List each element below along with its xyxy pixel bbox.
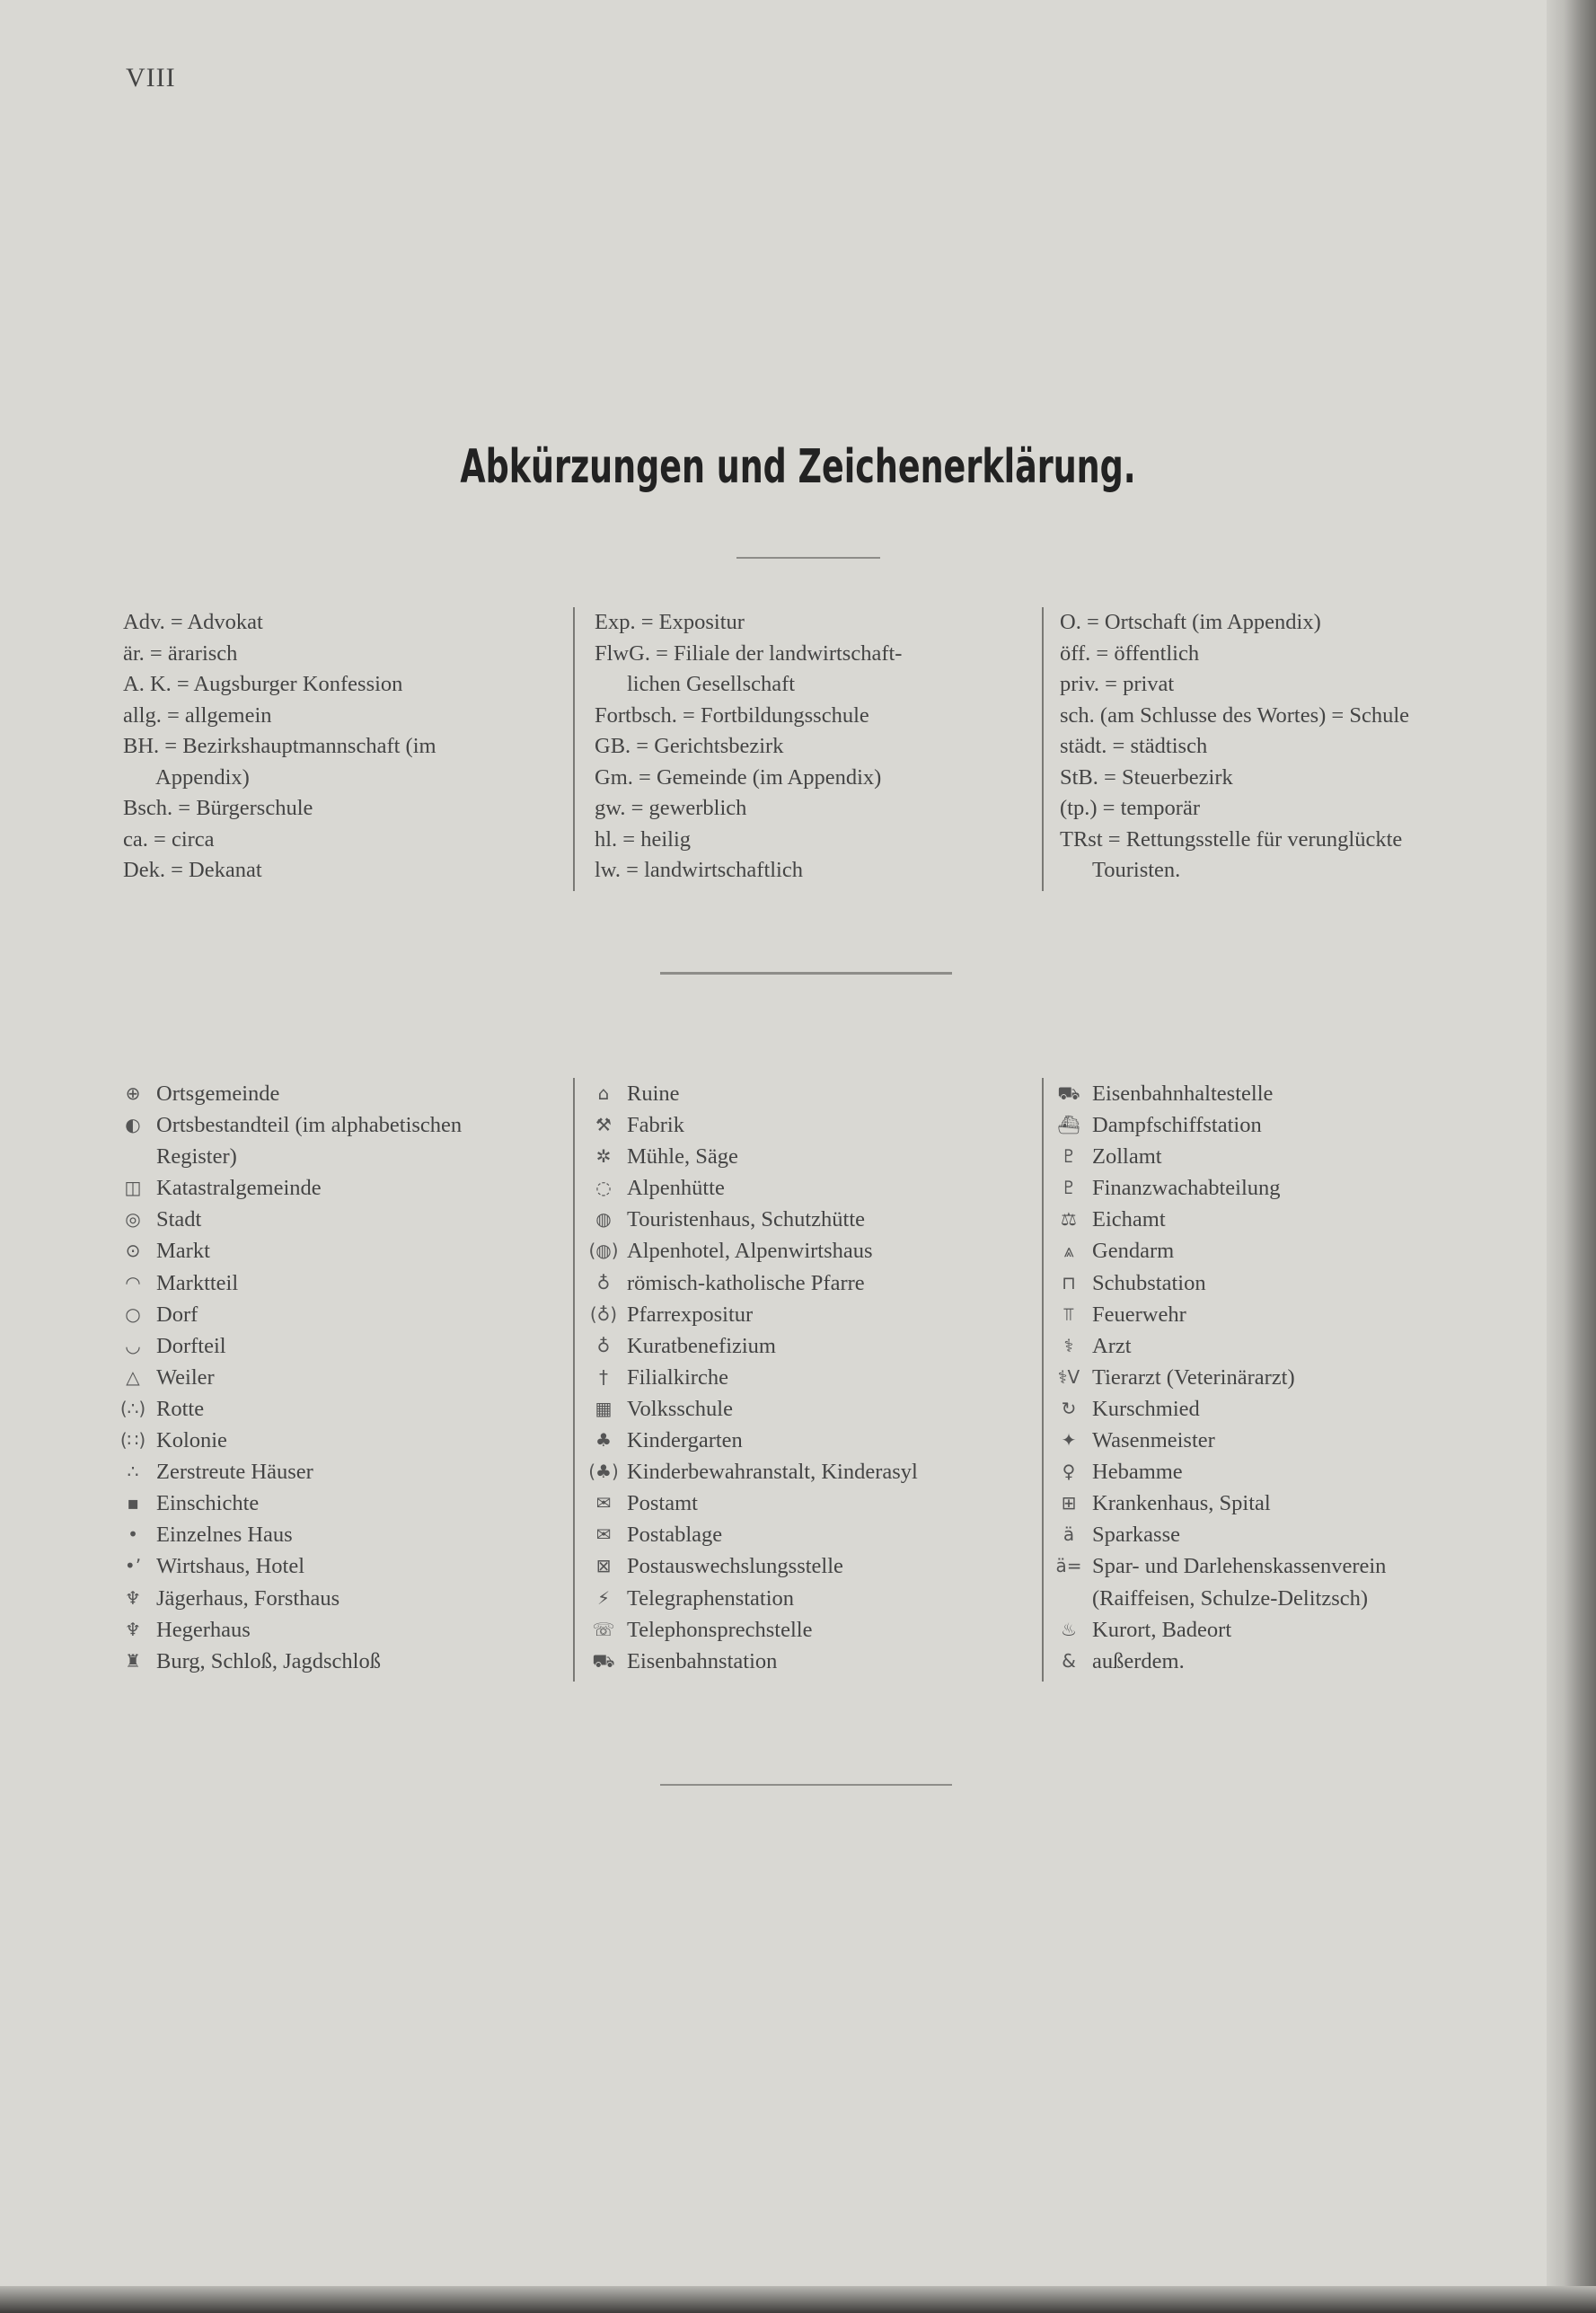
legend-label: Touristenhaus, Schutzhütte [627,1207,866,1232]
legend-label: Eichamt [1092,1207,1166,1232]
abbreviation-entry-continuation: lichen Gesellschaft [627,672,796,696]
legend-entry [586,1109,1035,1141]
legend-label: Einschichte [156,1491,260,1516]
ausserdem-icon: & [1062,1649,1076,1672]
page-edge-shadow [1547,0,1596,2313]
legend-label: Tierarzt (Veterinärarzt) [1092,1364,1295,1390]
legend-label: Mühle, Säge [627,1144,738,1170]
abbreviation-entry: ca. = circa [123,826,215,852]
legend-entry [1051,1330,1518,1362]
kindergarten-icon: ♣ [595,1429,612,1452]
legend-label: Zerstreute Häuser [156,1460,313,1485]
legend-label: Katastralgemeinde [156,1176,322,1201]
fabrik-icon: ⚒ [595,1114,612,1136]
abbreviation-entry: Gm. = Gemeinde (im Appendix) [595,764,882,790]
abbreviation-entry: öff. = öffentlich [1060,640,1200,666]
arzt-icon: ⚕ [1063,1334,1074,1356]
abbreviation-entry: TRst = Rettungsstelle für verunglückte [1060,826,1403,852]
legend-label: Alpenhotel, Alpenwirtshaus [627,1239,873,1264]
hegerhaus-icon: ♆ [125,1618,141,1640]
legend-label: Kinderbewahranstalt, Kinderasyl [627,1460,918,1485]
legend-entry [115,1456,564,1488]
dampfschiffstation-icon: ⛴ [1057,1114,1080,1136]
legend-label: Burg, Schloß, Jagdschloß [156,1648,381,1673]
dorf-icon: ○ [125,1302,141,1325]
legend-entry [115,1362,564,1393]
schubstation-icon: ⊓ [1062,1271,1076,1293]
legend-label: Stadt [156,1207,202,1232]
legend-entry [115,1172,564,1204]
legend-entry [586,1172,1035,1204]
legend-entry [1051,1456,1518,1488]
alpenhotel-icon: (◍) [588,1240,619,1262]
page-bottom-shadow [0,2286,1596,2313]
legend-entry [115,1299,564,1330]
legend-entry [1051,1519,1518,1550]
einzelnes-haus-icon: • [128,1523,138,1546]
legend-entry [1051,1550,1518,1582]
abbreviation-entry: Dek. = Dekanat [123,858,262,882]
legend-entry [586,1456,1035,1488]
legend-entry [115,1078,564,1109]
legend-entry [1051,1614,1518,1646]
finanzwachabteilung-icon: ♇ [1061,1177,1077,1199]
legend-label: Hegerhaus [156,1617,251,1642]
abbreviation-entry: (tp.) = temporär [1060,796,1200,820]
alpenhuette-icon: ◌ [595,1177,612,1199]
eichamt-icon: ⚖ [1061,1208,1077,1231]
legend-label: Kolonie [156,1428,227,1453]
abbreviation-entry: städt. = städtisch [1060,734,1208,758]
legend-label: Ruine [627,1081,680,1106]
legend-label: Kindergarten [627,1428,743,1453]
legend-label: Feuerwehr [1092,1302,1186,1327]
section-divider [660,972,952,975]
legend-label: Dorfteil [156,1333,226,1358]
abbreviation-entry: hl. = heilig [595,826,692,852]
abbreviation-entry: StB. = Steuerbezirk [1060,764,1233,790]
legend-entry [586,1078,1035,1109]
legend-entry [1051,1425,1518,1456]
legend-label: Postauswechslungsstelle [627,1554,843,1579]
burg-icon: ♜ [125,1649,141,1672]
abbreviations-column-3 [1060,607,1509,887]
legend-entry [115,1204,564,1235]
legend-entry [1051,1267,1518,1299]
stadt-icon: ◎ [125,1208,141,1231]
einschichte-icon: ▪ [127,1492,139,1514]
legend-entry [586,1583,1035,1614]
telegraphenstation-icon: ⚡ [596,1586,611,1609]
legend-entry [1051,1204,1518,1235]
legend-label: Kurort, Badeort [1092,1617,1232,1642]
abbreviation-entry: sch. (am Schlusse des Wortes) = Schule [1060,702,1410,728]
legend-entry [115,1583,564,1614]
legend-label: Dorf [156,1302,198,1327]
legend-label: Telegraphenstation [627,1585,795,1611]
legend-label: Postamt [627,1491,698,1516]
abbreviation-entry: priv. = privat [1060,672,1175,696]
ortsgemeinde-icon: ⊕ [125,1082,141,1104]
abbreviations-column-2 [595,607,1008,887]
legend-label: Filialkirche [627,1364,728,1390]
legend-label: Hebamme [1092,1460,1183,1485]
legend-label: Gendarm [1092,1239,1175,1264]
legend-label: Ortsbestandteil (im alphabetischen [156,1113,463,1138]
legend-entry [115,1425,564,1456]
legend-label: Spar- und Darlehenskassenverein [1092,1554,1387,1579]
wasenmeister-icon: ✦ [1061,1429,1077,1452]
abbreviations-column-1 [123,607,554,887]
legend-entry [1051,1235,1518,1267]
telephonsprechstelle-icon: ☏ [592,1618,615,1640]
legend-entry [115,1519,564,1550]
legend-label: römisch-katholische Pfarre [627,1270,865,1295]
legend-label: Ortsgemeinde [156,1081,280,1106]
kurort-icon: ♨ [1061,1618,1077,1640]
legend-entry [115,1550,564,1582]
krankenhaus-icon: ⊞ [1061,1492,1077,1514]
legend-entry [586,1519,1035,1550]
gendarm-icon: ⩓ [1063,1240,1074,1262]
legend-label: Markt [156,1239,210,1264]
legend-label: Postablage [627,1523,723,1548]
legend-label: Marktteil [156,1270,239,1295]
muehle-icon: ✲ [595,1145,612,1168]
legend-label: Krankenhaus, Spital [1092,1491,1271,1516]
abbreviation-entry: Adv. = Advokat [123,610,263,634]
legend-label: Eisenbahnstation [627,1648,778,1673]
zerstreute-haeuser-icon: ∴ [127,1461,139,1483]
filialkirche-icon: † [599,1365,608,1388]
legend-label: Finanzwachabteilung [1092,1176,1281,1201]
legend-entry [586,1267,1035,1299]
legend-entry [115,1267,564,1299]
eisenbahnstation-icon: ⛟ [592,1649,615,1672]
column-separator [1042,607,1044,891]
abbreviation-entry: BH. = Bezirkshauptmannschaft (im [123,734,436,758]
legend-label: Einzelnes Haus [156,1523,293,1548]
legend-entry [586,1393,1035,1425]
legend-label: Schubstation [1092,1270,1206,1295]
legend-entry [586,1299,1035,1330]
kurschmied-icon: ↻ [1061,1397,1077,1419]
symbols-column-3 [1051,1078,1518,1677]
page-number: VIII [126,63,176,93]
legend-label: Sparkasse [1092,1523,1180,1548]
legend-entry [115,1330,564,1362]
legend-label: Pfarrexpositur [627,1302,754,1327]
legend-entry [586,1488,1035,1519]
symbols-column-2 [586,1078,1035,1677]
legend-entry [586,1425,1035,1456]
sparkasse-icon: ä [1063,1523,1075,1546]
postauswechslungsstelle-icon: ⊠ [595,1555,612,1577]
column-separator [1042,1078,1044,1682]
end-divider [660,1784,952,1786]
legend-label: Kuratbenefizium [627,1333,776,1358]
legend-label: Weiler [156,1364,215,1390]
symbols-column-1 [115,1078,564,1677]
legend-entry [586,1614,1035,1646]
legend-label: Eisenbahnhaltestelle [1092,1081,1274,1106]
pfarre-icon: ♁ [596,1271,611,1293]
abbreviation-entry: FlwG. = Filiale der landwirtschaft- [595,640,903,666]
page-title: Abkürzungen und Zeichenerklärung. [460,440,1136,494]
zollamt-icon: ♇ [1061,1145,1077,1168]
legend-label: Wasenmeister [1092,1428,1215,1453]
legend-entry [115,1614,564,1646]
kinderbewahranstalt-icon: (♣) [588,1461,619,1483]
postablage-icon: ✉ [595,1523,612,1546]
volksschule-icon: ▦ [595,1397,613,1419]
legend-entry [1051,1362,1518,1393]
darlehenskassenverein-icon: ä= [1055,1555,1082,1577]
tierarzt-icon: ⚕V [1057,1365,1080,1388]
wirtshaus-icon: •ʼ [124,1555,142,1577]
legend-entry [586,1330,1035,1362]
legend-entry [586,1141,1035,1172]
legend-label: Telephonsprechstelle [627,1617,813,1642]
legend-label: Jägerhaus, Forsthaus [156,1585,340,1611]
legend-label: Alpenhütte [627,1176,725,1201]
legend-entry [115,1109,564,1141]
legend-label: Volksschule [627,1396,733,1421]
jaegerhaus-icon: ♆ [125,1586,141,1609]
touristenhaus-icon: ◍ [595,1208,612,1231]
legend-label-continuation: (Raiffeisen, Schulze-Delitzsch) [1092,1585,1369,1611]
legend-entry [115,1646,564,1677]
kolonie-icon: (∷) [119,1429,146,1452]
legend-entry [586,1204,1035,1235]
abbreviation-entry-continuation: Touristen. [1092,858,1181,882]
abbreviation-entry: Fortbsch. = Fortbildungsschule [595,702,869,728]
abbreviation-entry: gw. = gewerblich [595,796,747,820]
legend-label: Dampfschiffstation [1092,1113,1262,1138]
legend-label: Rotte [156,1396,205,1421]
legend-entry [1051,1172,1518,1204]
legend-entry [115,1235,564,1267]
title-divider [736,557,880,559]
katastralgemeinde-icon: ◫ [124,1177,142,1199]
legend-label: Wirtshaus, Hotel [156,1554,305,1579]
legend-label: außerdem. [1092,1648,1185,1673]
legend-entry [115,1488,564,1519]
column-separator [573,1078,575,1682]
legend-entry [586,1646,1035,1677]
abbreviation-entry: allg. = allgemein [123,702,272,728]
legend-label-continuation: Register) [156,1144,237,1170]
legend-label: Kurschmied [1092,1396,1200,1421]
marktteil-icon: ◠ [125,1271,141,1293]
ruine-icon: ⌂ [597,1082,610,1104]
markt-icon: ⊙ [125,1240,141,1262]
legend-entry [1051,1646,1518,1677]
rotte-icon: (∴) [119,1397,146,1419]
postamt-icon: ✉ [595,1492,612,1514]
legend-entry [586,1362,1035,1393]
hebamme-icon: ♀ [1062,1461,1076,1483]
feuerwehr-icon: ⫪ [1063,1302,1074,1325]
legend-entry [1051,1078,1518,1109]
dorfteil-icon: ◡ [125,1334,141,1356]
abbreviation-entry: O. = Ortschaft (im Appendix) [1060,610,1321,634]
abbreviation-entry: GB. = Gerichtsbezirk [595,734,784,758]
legend-label: Arzt [1092,1333,1132,1358]
abbreviation-entry: är. = ärarisch [123,640,238,666]
column-separator [573,607,575,891]
legend-entry [1051,1299,1518,1330]
abbreviation-entry: Exp. = Expositur [595,610,745,634]
kuratbenefizium-icon: ♁ [596,1334,611,1356]
weiler-icon: △ [126,1365,140,1388]
legend-entry [1051,1141,1518,1172]
legend-label: Fabrik [627,1113,684,1138]
legend-entry [1051,1488,1518,1519]
abbreviation-entry: lw. = landwirtschaftlich [595,858,803,882]
abbreviation-entry: A. K. = Augsburger Konfession [123,672,403,696]
abbreviation-entry: Bsch. = Bürgerschule [123,796,313,820]
eisenbahnhaltestelle-icon: ⛟ [1057,1082,1080,1104]
legend-entry [586,1550,1035,1582]
legend-entry [586,1235,1035,1267]
ortsbestandteil-icon: ◐ [125,1114,141,1136]
legend-entry [1051,1109,1518,1141]
abbreviation-entry-continuation: Appendix) [155,764,250,790]
legend-entry [1051,1393,1518,1425]
legend-label: Zollamt [1092,1144,1162,1170]
legend-entry [115,1393,564,1425]
pfarrexpositur-icon: (♁) [589,1302,618,1325]
